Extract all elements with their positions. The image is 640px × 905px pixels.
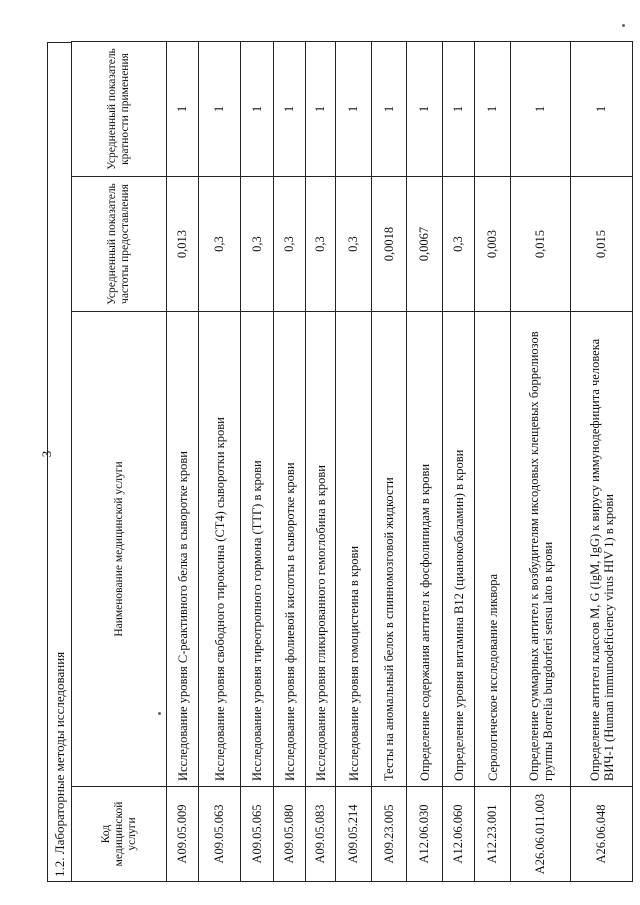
header-name: Наименование медицинской услуги — [72, 312, 167, 787]
row-name: Определение антител классов M, G (IgM, IgG) к вирусу иммунодефицита человека ВИЧ-1 (Human immunodeficiency virus HIV 1) в крови — [571, 312, 633, 787]
table-row — [475, 42, 511, 882]
row-multiplicity: 1 — [306, 42, 336, 177]
row-multiplicity: 1 — [372, 42, 407, 177]
row-multiplicity: 1 — [274, 42, 306, 177]
row-frequency: 0,3 — [336, 177, 372, 312]
row-code: A12.06.060 — [443, 787, 475, 882]
row-multiplicity: 1 — [199, 42, 241, 177]
row-frequency: 0,015 — [511, 177, 571, 312]
row-frequency: 0,3 — [274, 177, 306, 312]
row-code: A09.23.005 — [372, 787, 407, 882]
row-code: A09.05.009 — [167, 787, 199, 882]
table-header-row — [72, 42, 167, 882]
table-row — [274, 42, 306, 882]
row-name: Исследование уровня тиреотропного гормона (ТТГ) в крови — [241, 312, 274, 787]
row-frequency: 0,015 — [571, 177, 633, 312]
row-code: A09.05.065 — [241, 787, 274, 882]
row-name: Исследование уровня гликированного гемоглобина в крови — [306, 312, 336, 787]
row-name: Определение уровня витамина В12 (цианокобаламин) в крови — [443, 312, 475, 787]
table-row — [199, 42, 241, 882]
row-name: Определение суммарных антител к возбудителям иксодовых клещевых боррелиозов группы Borrelia burgdorferi sensu lato в крови — [511, 312, 571, 787]
table-row — [336, 42, 372, 882]
row-code: A09.05.063 — [199, 787, 241, 882]
row-multiplicity: 1 — [241, 42, 274, 177]
header-code: Код медицинской услуги — [72, 787, 167, 882]
table-row — [306, 42, 336, 882]
row-frequency: 0,3 — [306, 177, 336, 312]
row-multiplicity: 1 — [475, 42, 511, 177]
row-multiplicity: 1 — [336, 42, 372, 177]
row-code: A26.06.011.003 — [511, 787, 571, 882]
row-multiplicity: 1 — [167, 42, 199, 177]
row-multiplicity: 1 — [407, 42, 443, 177]
row-multiplicity: 1 — [443, 42, 475, 177]
scan-speck — [622, 24, 625, 27]
header-multiplicity: Усредненный показатель кратности применения — [72, 42, 167, 177]
row-frequency: 0,3 — [241, 177, 274, 312]
table-row — [571, 42, 633, 882]
table-row — [443, 42, 475, 882]
services-table — [71, 41, 633, 882]
row-name: Тесты на аномальный белок в спинномозговой жидкости — [372, 312, 407, 787]
row-frequency: 0,0018 — [372, 177, 407, 312]
row-frequency: 0,3 — [443, 177, 475, 312]
scan-speck — [158, 712, 161, 715]
row-multiplicity: 1 — [571, 42, 633, 177]
row-name: Серологическое исследование ликвора — [475, 312, 511, 787]
row-name: Исследование уровня гомоцистеина в крови — [336, 312, 372, 787]
row-code: A09.05.083 — [306, 787, 336, 882]
row-name: Определение содержания антител к фосфолипидам в крови — [407, 312, 443, 787]
table-row — [511, 42, 571, 882]
row-code: A12.23.001 — [475, 787, 511, 882]
table-row — [167, 42, 199, 882]
row-name: Исследование уровня фолиевой кислоты в сыворотке крови — [274, 312, 306, 787]
row-multiplicity: 1 — [511, 42, 571, 177]
row-frequency: 0,3 — [199, 177, 241, 312]
row-code: A09.05.214 — [336, 787, 372, 882]
header-frequency: Усредненный показатель частоты предоставления — [72, 177, 167, 312]
row-name: Исследование уровня С-реактивного белка в сыворотке крови — [167, 312, 199, 787]
table-row — [372, 42, 407, 882]
row-frequency: 0,013 — [167, 177, 199, 312]
table-row — [407, 42, 443, 882]
page-number: 3 — [39, 450, 54, 458]
row-frequency: 0,003 — [475, 177, 511, 312]
row-frequency: 0,0067 — [407, 177, 443, 312]
table-row — [241, 42, 274, 882]
row-code: A26.06.048 — [571, 787, 633, 882]
row-code: A12.06.030 — [407, 787, 443, 882]
section-title: 1.2. Лабораторные методы исследования — [47, 42, 71, 882]
row-name: Исследование уровня свободного тироксина (СТ4) сыворотки крови — [199, 312, 241, 787]
rotated-table-sheet — [47, 42, 632, 882]
row-code: A09.05.080 — [274, 787, 306, 882]
